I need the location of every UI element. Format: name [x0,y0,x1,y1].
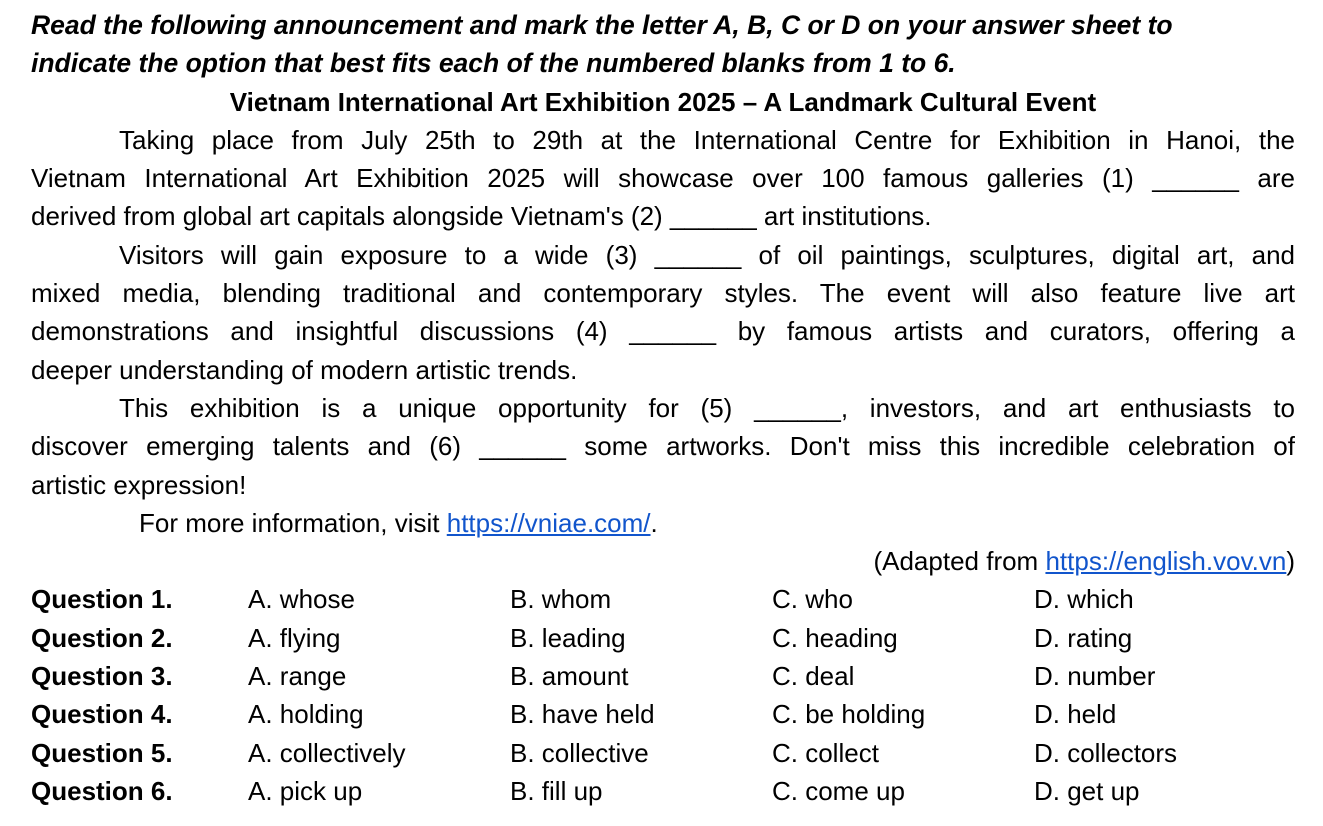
more-info-line [31,504,1295,542]
more-info-suffix: . [650,507,658,538]
option-d[interactable]: D. collectors [1034,737,1178,768]
option-a[interactable]: A. pick up [248,775,363,806]
option-b[interactable]: B. leading [510,622,626,653]
paragraph-2 [31,236,1295,389]
question-row-1 [31,580,1295,618]
option-d[interactable]: D. get up [1034,775,1140,806]
paragraph-line: Visitors will gain exposure to a wide (3) ______ of oil paintings, sculptures, digital art, and [119,239,1295,270]
paragraph-line: Taking place from July 25th to 29th at the International Centre for Exhibition in Hanoi, the [119,124,1295,155]
question-row-6 [31,772,1295,810]
option-c[interactable]: C. be holding [772,699,926,730]
question-label: Question 6. [31,775,173,806]
questions-list [31,580,1295,810]
option-a[interactable]: A. flying [248,622,341,653]
option-b[interactable]: B. have held [510,699,655,730]
option-d[interactable]: D. number [1034,661,1156,692]
paragraph-line: discover emerging talents and (6) ______ some artworks. Don't miss this incredible celebration of [31,431,1295,462]
announcement-title: Vietnam International Art Exhibition 2025 – A Landmark Cultural Event [229,86,1097,117]
instructions-line-1: Read the following announcement and mark the letter A, B, C or D on your answer sheet to [31,10,1173,40]
question-row-4 [31,695,1295,733]
website-link[interactable]: https://vniae.com/ [446,507,651,538]
paragraph-line: demonstrations and insightful discussions (4) ______ by famous artists and curators, offering a [31,316,1295,347]
option-a[interactable]: A. range [248,661,347,692]
option-c[interactable]: C. deal [772,661,855,692]
question-label: Question 3. [31,661,173,692]
option-b[interactable]: B. fill up [510,775,603,806]
option-b[interactable]: B. collective [510,737,649,768]
option-a[interactable]: A. holding [248,699,364,730]
option-d[interactable]: D. held [1034,699,1117,730]
paragraph-line: derived from global art capitals alongside Vietnam's (2) ______ art institutions. [31,201,932,232]
paragraph-line: Vietnam International Art Exhibition 2025 will showcase over 100 famous galleries (1) ______ are [31,163,1295,194]
more-info-prefix: For more information, visit [139,507,447,538]
option-d[interactable]: D. rating [1034,622,1133,653]
question-row-3 [31,657,1295,695]
question-row-5 [31,734,1295,772]
source-suffix: ) [1286,546,1295,577]
document [31,6,1295,810]
option-b[interactable]: B. amount [510,661,629,692]
instructions-line-2: indicate the option that best fits each of the numbered blanks from 1 to 6. [31,48,956,79]
paragraph-line: This exhibition is a unique opportunity for (5) ______, investors, and art enthusiasts to [119,392,1295,423]
option-c[interactable]: C. collect [772,737,879,768]
option-c[interactable]: C. heading [772,622,898,653]
option-c[interactable]: C. who [772,584,853,615]
source-line [31,542,1295,580]
option-b[interactable]: B. whom [510,584,612,615]
source-link[interactable]: https://english.vov.vn [1045,546,1287,577]
option-c[interactable]: C. come up [772,775,905,806]
paragraph-3 [31,389,1295,504]
question-label: Question 1. [31,584,173,615]
option-a[interactable]: A. collectively [248,737,406,768]
option-a[interactable]: A. whose [248,584,355,615]
question-row-2 [31,619,1295,657]
paragraph-1 [31,121,1295,236]
source-prefix: (Adapted from [873,546,1046,577]
question-label: Question 4. [31,699,173,730]
option-d[interactable]: D. which [1034,584,1134,615]
question-label: Question 2. [31,622,173,653]
paragraph-line: deeper understanding of modern artistic trends. [31,354,578,385]
paragraph-line: artistic expression! [31,469,247,500]
paragraph-line: mixed media, blending traditional and contemporary styles. The event will also feature live art [31,278,1295,309]
question-label: Question 5. [31,737,173,768]
